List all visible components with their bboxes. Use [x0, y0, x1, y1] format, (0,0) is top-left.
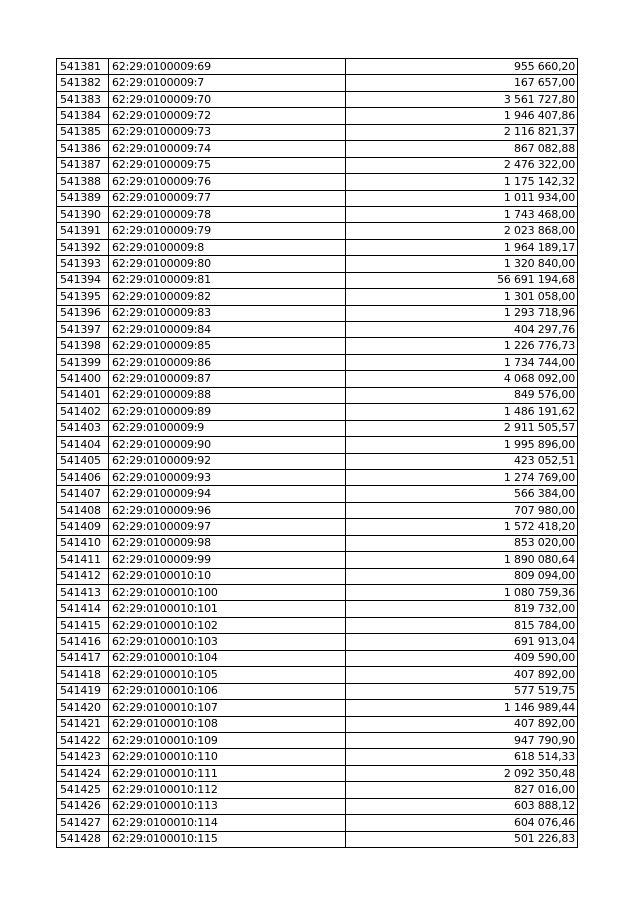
cadastral-number-cell: 62:29:0100009:87: [109, 371, 346, 387]
row-number-cell: 541401: [57, 387, 109, 403]
row-number-cell: 541397: [57, 322, 109, 338]
table-row: [57, 601, 578, 617]
row-number-cell: 541390: [57, 206, 109, 222]
row-number-cell: 541389: [57, 190, 109, 206]
table-row: [57, 289, 578, 305]
cadastral-number-cell: 62:29:0100009:96: [109, 502, 346, 518]
table-row: [57, 634, 578, 650]
table-row: [57, 535, 578, 551]
table-row: [57, 502, 578, 518]
row-number-cell: 541404: [57, 437, 109, 453]
value-cell: 4 068 092,00: [346, 371, 578, 387]
table-row: [57, 486, 578, 502]
cadastral-number-cell: 62:29:0100009:98: [109, 535, 346, 551]
row-number-cell: 541400: [57, 371, 109, 387]
table-row: [57, 650, 578, 666]
table-row: [57, 206, 578, 222]
table-row: [57, 305, 578, 321]
value-cell: 1 486 191,62: [346, 404, 578, 420]
cadastral-number-cell: 62:29:0100009:97: [109, 519, 346, 535]
cadastral-number-cell: 62:29:0100009:86: [109, 354, 346, 370]
value-cell: 2 023 868,00: [346, 223, 578, 239]
cadastral-number-cell: 62:29:0100010:10: [109, 568, 346, 584]
row-number-cell: 541394: [57, 272, 109, 288]
table-row: [57, 585, 578, 601]
value-cell: 947 790,90: [346, 732, 578, 748]
row-number-cell: 541419: [57, 683, 109, 699]
row-number-cell: 541412: [57, 568, 109, 584]
cadastral-number-cell: 62:29:0100009:79: [109, 223, 346, 239]
cadastral-number-cell: 62:29:0100010:114: [109, 815, 346, 831]
value-cell: 2 092 350,48: [346, 765, 578, 781]
row-number-cell: 541425: [57, 782, 109, 798]
row-number-cell: 541417: [57, 650, 109, 666]
cadastral-number-cell: 62:29:0100010:106: [109, 683, 346, 699]
row-number-cell: 541385: [57, 124, 109, 140]
row-number-cell: 541410: [57, 535, 109, 551]
value-cell: 1 964 189,17: [346, 239, 578, 255]
value-cell: 501 226,83: [346, 831, 578, 847]
cadastral-value-table: [56, 58, 578, 848]
value-cell: 407 892,00: [346, 716, 578, 732]
cadastral-number-cell: 62:29:0100009:90: [109, 437, 346, 453]
cadastral-number-cell: 62:29:0100010:110: [109, 749, 346, 765]
table-row: [57, 552, 578, 568]
cadastral-number-cell: 62:29:0100009:88: [109, 387, 346, 403]
cadastral-number-cell: 62:29:0100009:94: [109, 486, 346, 502]
row-number-cell: 541416: [57, 634, 109, 650]
row-number-cell: 541407: [57, 486, 109, 502]
row-number-cell: 541381: [57, 59, 109, 75]
value-cell: 827 016,00: [346, 782, 578, 798]
row-number-cell: 541411: [57, 552, 109, 568]
value-cell: 1 175 142,32: [346, 174, 578, 190]
value-cell: 404 297,76: [346, 322, 578, 338]
row-number-cell: 541405: [57, 453, 109, 469]
cadastral-number-cell: 62:29:0100009:83: [109, 305, 346, 321]
cadastral-number-cell: 62:29:0100009:80: [109, 256, 346, 272]
value-cell: 2 116 821,37: [346, 124, 578, 140]
row-number-cell: 541391: [57, 223, 109, 239]
cadastral-number-cell: 62:29:0100009:82: [109, 289, 346, 305]
table-row: [57, 683, 578, 699]
table-row: [57, 798, 578, 814]
value-cell: 1 946 407,86: [346, 108, 578, 124]
value-cell: 849 576,00: [346, 387, 578, 403]
row-number-cell: 541420: [57, 700, 109, 716]
row-number-cell: 541403: [57, 420, 109, 436]
value-cell: 603 888,12: [346, 798, 578, 814]
row-number-cell: 541408: [57, 502, 109, 518]
cadastral-number-cell: 62:29:0100010:112: [109, 782, 346, 798]
row-number-cell: 541399: [57, 354, 109, 370]
table-row: [57, 420, 578, 436]
row-number-cell: 541382: [57, 75, 109, 91]
table-row: [57, 108, 578, 124]
cadastral-number-cell: 62:29:0100009:73: [109, 124, 346, 140]
cadastral-number-cell: 62:29:0100010:109: [109, 732, 346, 748]
table-row: [57, 453, 578, 469]
cadastral-number-cell: 62:29:0100009:92: [109, 453, 346, 469]
table-row: [57, 815, 578, 831]
value-cell: 1 743 468,00: [346, 206, 578, 222]
cadastral-number-cell: 62:29:0100010:100: [109, 585, 346, 601]
row-number-cell: 541424: [57, 765, 109, 781]
value-cell: 167 657,00: [346, 75, 578, 91]
value-cell: 1 734 744,00: [346, 354, 578, 370]
table-body: [57, 59, 578, 848]
value-cell: 955 660,20: [346, 59, 578, 75]
value-cell: 1 572 418,20: [346, 519, 578, 535]
table-row: [57, 354, 578, 370]
table-row: [57, 469, 578, 485]
table-row: [57, 239, 578, 255]
cadastral-number-cell: 62:29:0100009:74: [109, 141, 346, 157]
value-cell: 809 094,00: [346, 568, 578, 584]
row-number-cell: 541418: [57, 667, 109, 683]
table-row: [57, 617, 578, 633]
cadastral-number-cell: 62:29:0100009:99: [109, 552, 346, 568]
table-row: [57, 667, 578, 683]
value-cell: 867 082,88: [346, 141, 578, 157]
value-cell: 618 514,33: [346, 749, 578, 765]
cadastral-number-cell: 62:29:0100009:8: [109, 239, 346, 255]
table-row: [57, 831, 578, 847]
cadastral-number-cell: 62:29:0100010:103: [109, 634, 346, 650]
row-number-cell: 541428: [57, 831, 109, 847]
table-row: [57, 765, 578, 781]
value-cell: 409 590,00: [346, 650, 578, 666]
row-number-cell: 541387: [57, 157, 109, 173]
cadastral-number-cell: 62:29:0100010:107: [109, 700, 346, 716]
row-number-cell: 541413: [57, 585, 109, 601]
value-cell: 853 020,00: [346, 535, 578, 551]
value-cell: 1 890 080,64: [346, 552, 578, 568]
row-number-cell: 541395: [57, 289, 109, 305]
table-row: [57, 124, 578, 140]
cadastral-number-cell: 62:29:0100010:105: [109, 667, 346, 683]
value-cell: 604 076,46: [346, 815, 578, 831]
cadastral-number-cell: 62:29:0100010:102: [109, 617, 346, 633]
table-row: [57, 141, 578, 157]
cadastral-number-cell: 62:29:0100009:70: [109, 91, 346, 107]
value-cell: 1 080 759,36: [346, 585, 578, 601]
table-row: [57, 437, 578, 453]
value-cell: 1 301 058,00: [346, 289, 578, 305]
row-number-cell: 541384: [57, 108, 109, 124]
row-number-cell: 541415: [57, 617, 109, 633]
table-row: [57, 568, 578, 584]
cadastral-number-cell: 62:29:0100009:7: [109, 75, 346, 91]
table-row: [57, 223, 578, 239]
table-row: [57, 91, 578, 107]
value-cell: 2 476 322,00: [346, 157, 578, 173]
row-number-cell: 541383: [57, 91, 109, 107]
cadastral-number-cell: 62:29:0100010:113: [109, 798, 346, 814]
value-cell: 1 274 769,00: [346, 469, 578, 485]
cadastral-number-cell: 62:29:0100010:111: [109, 765, 346, 781]
cadastral-number-cell: 62:29:0100009:78: [109, 206, 346, 222]
row-number-cell: 541398: [57, 338, 109, 354]
value-cell: 407 892,00: [346, 667, 578, 683]
cadastral-number-cell: 62:29:0100009:76: [109, 174, 346, 190]
row-number-cell: 541414: [57, 601, 109, 617]
row-number-cell: 541426: [57, 798, 109, 814]
cadastral-number-cell: 62:29:0100009:81: [109, 272, 346, 288]
row-number-cell: 541386: [57, 141, 109, 157]
row-number-cell: 541422: [57, 732, 109, 748]
table-row: [57, 732, 578, 748]
table-row: [57, 404, 578, 420]
row-number-cell: 541393: [57, 256, 109, 272]
cadastral-number-cell: 62:29:0100009:9: [109, 420, 346, 436]
row-number-cell: 541406: [57, 469, 109, 485]
value-cell: 566 384,00: [346, 486, 578, 502]
value-cell: 1 995 896,00: [346, 437, 578, 453]
table-row: [57, 322, 578, 338]
row-number-cell: 541392: [57, 239, 109, 255]
row-number-cell: 541427: [57, 815, 109, 831]
row-number-cell: 541409: [57, 519, 109, 535]
value-cell: 1 226 776,73: [346, 338, 578, 354]
table-row: [57, 519, 578, 535]
cadastral-number-cell: 62:29:0100009:93: [109, 469, 346, 485]
table-row: [57, 716, 578, 732]
value-cell: 691 913,04: [346, 634, 578, 650]
table-row: [57, 256, 578, 272]
table-row: [57, 157, 578, 173]
value-cell: 577 519,75: [346, 683, 578, 699]
cadastral-number-cell: 62:29:0100010:104: [109, 650, 346, 666]
cadastral-number-cell: 62:29:0100009:77: [109, 190, 346, 206]
cadastral-number-cell: 62:29:0100009:89: [109, 404, 346, 420]
value-cell: 1 320 840,00: [346, 256, 578, 272]
cadastral-number-cell: 62:29:0100010:101: [109, 601, 346, 617]
table-row: [57, 782, 578, 798]
value-cell: 3 561 727,80: [346, 91, 578, 107]
row-number-cell: 541388: [57, 174, 109, 190]
table-row: [57, 75, 578, 91]
value-cell: 815 784,00: [346, 617, 578, 633]
cadastral-number-cell: 62:29:0100009:85: [109, 338, 346, 354]
value-cell: 423 052,51: [346, 453, 578, 469]
row-number-cell: 541423: [57, 749, 109, 765]
table-row: [57, 371, 578, 387]
table-row: [57, 338, 578, 354]
table-row: [57, 190, 578, 206]
cadastral-number-cell: 62:29:0100009:69: [109, 59, 346, 75]
table-row: [57, 59, 578, 75]
value-cell: 1 146 989,44: [346, 700, 578, 716]
value-cell: 2 911 505,57: [346, 420, 578, 436]
table-row: [57, 272, 578, 288]
row-number-cell: 541402: [57, 404, 109, 420]
row-number-cell: 541421: [57, 716, 109, 732]
table-row: [57, 387, 578, 403]
cadastral-number-cell: 62:29:0100010:115: [109, 831, 346, 847]
cadastral-number-cell: 62:29:0100009:84: [109, 322, 346, 338]
cadastral-number-cell: 62:29:0100009:75: [109, 157, 346, 173]
row-number-cell: 541396: [57, 305, 109, 321]
value-cell: 819 732,00: [346, 601, 578, 617]
table-row: [57, 700, 578, 716]
table-row: [57, 174, 578, 190]
cadastral-number-cell: 62:29:0100010:108: [109, 716, 346, 732]
table-row: [57, 749, 578, 765]
value-cell: 1 293 718,96: [346, 305, 578, 321]
value-cell: 1 011 934,00: [346, 190, 578, 206]
value-cell: 56 691 194,68: [346, 272, 578, 288]
value-cell: 707 980,00: [346, 502, 578, 518]
cadastral-number-cell: 62:29:0100009:72: [109, 108, 346, 124]
